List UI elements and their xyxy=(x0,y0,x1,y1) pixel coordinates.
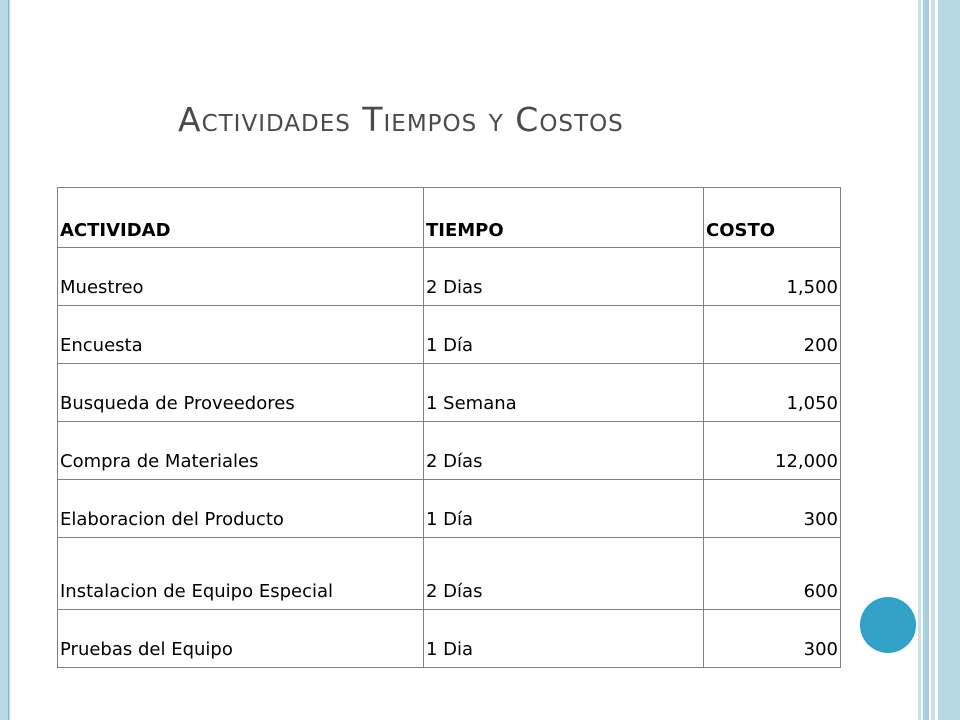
table-header-row xyxy=(58,188,841,248)
table-row xyxy=(58,422,841,480)
cell-costo: 300 xyxy=(704,480,841,538)
activities-table xyxy=(57,187,841,668)
cell-actividad: Pruebas del Equipo xyxy=(58,610,424,668)
header-actividad: ACTIVIDAD xyxy=(58,188,424,248)
slide-title: Actividades Tiempos y Costos xyxy=(178,100,624,139)
cell-costo: 12,000 xyxy=(704,422,841,480)
cell-tiempo: 1 Semana xyxy=(424,364,704,422)
header-costo: COSTO xyxy=(704,188,841,248)
cell-costo: 300 xyxy=(704,610,841,668)
cell-costo: 1,050 xyxy=(704,364,841,422)
cell-costo: 600 xyxy=(704,538,841,610)
table-row xyxy=(58,248,841,306)
cell-costo: 1,500 xyxy=(704,248,841,306)
cell-actividad: Instalacion de Equipo Especial xyxy=(58,538,424,610)
cell-tiempo: 2 Días xyxy=(424,538,704,610)
cell-tiempo: 1 Día xyxy=(424,480,704,538)
left-border-decoration xyxy=(0,0,10,720)
cell-tiempo: 2 Días xyxy=(424,422,704,480)
cell-tiempo: 1 Dia xyxy=(424,610,704,668)
header-tiempo: TIEMPO xyxy=(424,188,704,248)
table-row xyxy=(58,364,841,422)
right-stripe-decoration xyxy=(918,0,960,720)
decorative-circle xyxy=(860,597,916,653)
cell-costo: 200 xyxy=(704,306,841,364)
cell-actividad: Elaboracion del Producto xyxy=(58,480,424,538)
table-row xyxy=(58,610,841,668)
cell-actividad: Compra de Materiales xyxy=(58,422,424,480)
cell-tiempo: 1 Día xyxy=(424,306,704,364)
table-row xyxy=(58,480,841,538)
table-row xyxy=(58,306,841,364)
table-row xyxy=(58,538,841,610)
cell-actividad: Busqueda de Proveedores xyxy=(58,364,424,422)
cell-tiempo: 2 Dias xyxy=(424,248,704,306)
cell-actividad: Encuesta xyxy=(58,306,424,364)
cell-actividad: Muestreo xyxy=(58,248,424,306)
